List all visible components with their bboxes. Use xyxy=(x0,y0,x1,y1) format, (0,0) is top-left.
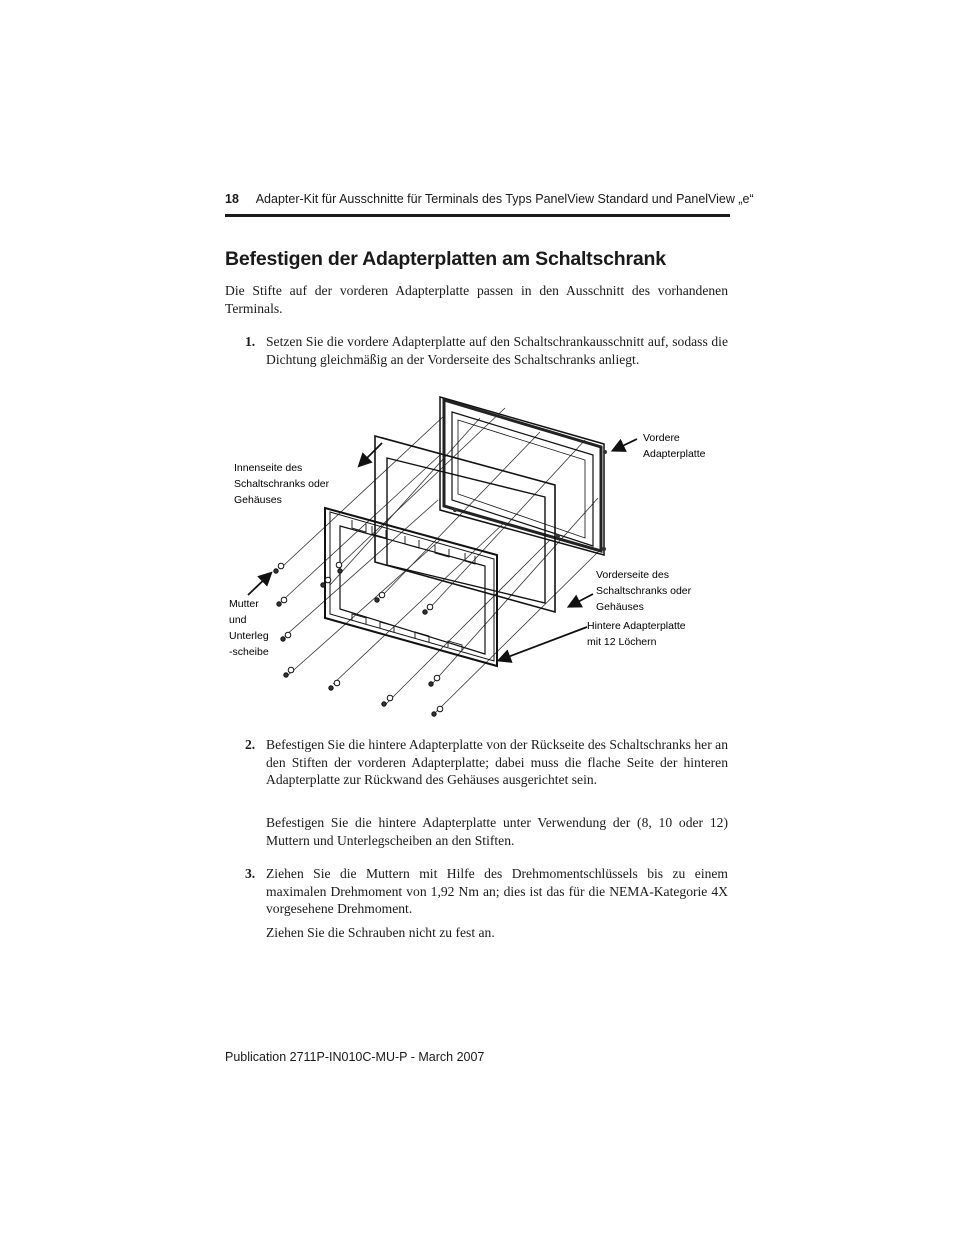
page-number: 18 xyxy=(225,192,239,206)
step-3 xyxy=(225,865,728,918)
section-title: Befestigen der Adapterplatten am Schaltschrank xyxy=(225,248,666,270)
header-rule xyxy=(225,214,730,217)
step-2-followup: Befestigen Sie die hintere Adapterplatte unter Verwendung der (8, 10 oder 12) Muttern und Unterlegscheiben an den Stiften. xyxy=(266,815,728,848)
step-text: Befestigen Sie die hintere Adapterplatte von der Rückseite des Schaltschranks her an den Stiften der vorderen Adapterplatte; dabei muss die flache Seite der hinteren Adapterplatte zur Rückwand des Gehäuses ausgerichtet sein. xyxy=(266,737,728,787)
step-number: 1. xyxy=(245,334,256,349)
step-1 xyxy=(225,333,728,368)
step-text: Ziehen Sie die Muttern mit Hilfe des Drehmomentschlüssels bis zu einem maximalen Drehmoment von 1,92 Nm an; dies ist das für die NEMA-Kategorie 4X vorgesehene Drehmoment. xyxy=(266,866,728,916)
intro-paragraph: Die Stifte auf der vorderen Adapterplatte passen in den Ausschnitt des vorhandenen Terminals. xyxy=(225,283,728,316)
step-2 xyxy=(225,736,728,789)
assembly-diagram xyxy=(200,385,720,725)
running-title: Adapter-Kit für Ausschnitte für Terminals des Typs PanelView Standard und PanelView „e“ xyxy=(255,192,754,206)
label-rear-plate: Hintere Adapterplatte mit 12 Löchern xyxy=(587,620,686,648)
step-number: 3. xyxy=(245,866,256,881)
label-inner-side: Innenseite des Schaltschranks oder Gehäuses xyxy=(234,462,330,506)
label-nut-washer: Mutter und Unterleg -scheibe xyxy=(229,598,269,658)
step-number: 2. xyxy=(245,737,256,752)
label-front-side: Vorderseite des Schaltschranks oder Gehäuses xyxy=(596,569,692,613)
publication-footer: Publication 2711P-IN010C-MU-P - March 2007 xyxy=(225,1050,485,1064)
cabinet-wall xyxy=(375,436,555,612)
label-front-plate: Vordere Adapterplatte xyxy=(643,432,706,460)
step-text: Setzen Sie die vordere Adapterplatte auf den Schaltschrankausschnitt auf, sodass die Dichtung gleichmäßig an der Vorderseite des Schaltschranks anliegt. xyxy=(266,334,728,367)
running-header xyxy=(225,192,754,206)
step-3-followup: Ziehen Sie die Schrauben nicht zu fest an. xyxy=(266,925,495,940)
rear-adapter-plate xyxy=(325,508,497,666)
